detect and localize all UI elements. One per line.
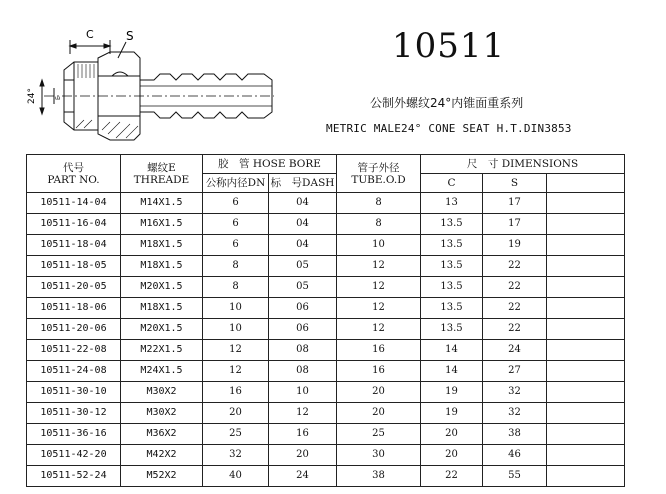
- header-c: C: [421, 174, 483, 193]
- cell-s: 22: [483, 298, 547, 319]
- header-dn: 公称内径DN: [203, 174, 269, 193]
- cell-dash: 16: [269, 424, 337, 445]
- cell-part: 10511-18-05: [27, 256, 121, 277]
- cell-blank: [547, 319, 625, 340]
- cell-c: 20: [421, 445, 483, 466]
- cell-thread: M30X2: [121, 403, 203, 424]
- cell-s: 55: [483, 466, 547, 487]
- cell-c: 13.5: [421, 235, 483, 256]
- cell-thread: M16X1.5: [121, 214, 203, 235]
- drawing-label-e: E: [55, 96, 62, 100]
- cell-dn: 16: [203, 382, 269, 403]
- cell-part: 10511-18-04: [27, 235, 121, 256]
- drawing-label-angle: 24°: [27, 88, 37, 104]
- cell-part: 10511-42-20: [27, 445, 121, 466]
- cell-c: 13.5: [421, 319, 483, 340]
- cell-s: 27: [483, 361, 547, 382]
- cell-thread: M24X1.5: [121, 361, 203, 382]
- table-row: [27, 319, 625, 340]
- cell-dash: 04: [269, 235, 337, 256]
- table-row: [27, 214, 625, 235]
- cell-blank: [547, 403, 625, 424]
- table-row: [27, 193, 625, 214]
- header-dimensions: 尺 寸 DIMENSIONS: [421, 155, 625, 174]
- cell-blank: [547, 214, 625, 235]
- cell-blank: [547, 256, 625, 277]
- cell-c: 19: [421, 382, 483, 403]
- cell-tube: 20: [337, 382, 421, 403]
- cell-dash: 10: [269, 382, 337, 403]
- cell-part: 10511-52-24: [27, 466, 121, 487]
- cell-s: 24: [483, 340, 547, 361]
- table-body: [27, 193, 625, 487]
- cell-dn: 40: [203, 466, 269, 487]
- cell-dash: 12: [269, 403, 337, 424]
- cell-dash: 08: [269, 340, 337, 361]
- cell-blank: [547, 466, 625, 487]
- cell-part: 10511-16-04: [27, 214, 121, 235]
- table-row: [27, 403, 625, 424]
- header-blank: [547, 174, 625, 193]
- cell-dash: 04: [269, 214, 337, 235]
- cell-dash: 04: [269, 193, 337, 214]
- fitting-technical-drawing: [14, 18, 284, 148]
- table-row: [27, 298, 625, 319]
- cell-s: 22: [483, 277, 547, 298]
- cell-tube: 12: [337, 298, 421, 319]
- cell-thread: M18X1.5: [121, 256, 203, 277]
- cell-thread: M36X2: [121, 424, 203, 445]
- cell-blank: [547, 361, 625, 382]
- cell-part: 10511-30-10: [27, 382, 121, 403]
- table-row: [27, 466, 625, 487]
- cell-s: 46: [483, 445, 547, 466]
- cell-thread: M30X2: [121, 382, 203, 403]
- cell-dash: 05: [269, 256, 337, 277]
- cell-part: 10511-22-08: [27, 340, 121, 361]
- cell-thread: M18X1.5: [121, 298, 203, 319]
- subtitle-english: METRIC MALE24° CONE SEAT H.T.DIN3853: [326, 122, 572, 135]
- cell-c: 19: [421, 403, 483, 424]
- cell-blank: [547, 298, 625, 319]
- table-row: [27, 235, 625, 256]
- cell-tube: 25: [337, 424, 421, 445]
- cell-s: 22: [483, 319, 547, 340]
- cell-blank: [547, 277, 625, 298]
- cell-tube: 12: [337, 277, 421, 298]
- cell-dn: 12: [203, 340, 269, 361]
- cell-dn: 8: [203, 277, 269, 298]
- cell-dash: 24: [269, 466, 337, 487]
- cell-tube: 8: [337, 214, 421, 235]
- cell-thread: M14X1.5: [121, 193, 203, 214]
- cell-s: 17: [483, 214, 547, 235]
- cell-tube: 12: [337, 319, 421, 340]
- cell-part: 10511-14-04: [27, 193, 121, 214]
- cell-thread: M20X1.5: [121, 319, 203, 340]
- cell-c: 13.5: [421, 256, 483, 277]
- cell-blank: [547, 340, 625, 361]
- cell-part: 10511-20-06: [27, 319, 121, 340]
- cell-part: 10511-36-16: [27, 424, 121, 445]
- dimensions-table: [26, 154, 625, 487]
- cell-part: 10511-20-05: [27, 277, 121, 298]
- cell-dash: 08: [269, 361, 337, 382]
- header-part-no: 代号 PART NO.: [27, 155, 121, 193]
- cell-tube: 10: [337, 235, 421, 256]
- cell-c: 13.5: [421, 298, 483, 319]
- cell-tube: 38: [337, 466, 421, 487]
- cell-blank: [547, 445, 625, 466]
- table-row: [27, 382, 625, 403]
- cell-dash: 20: [269, 445, 337, 466]
- table-row: [27, 277, 625, 298]
- cell-dn: 32: [203, 445, 269, 466]
- cell-dash: 05: [269, 277, 337, 298]
- header-hose-bore: 胶 管 HOSE BORE: [203, 155, 337, 174]
- header-tube-od: 管子外径 TUBE.O.D: [337, 155, 421, 193]
- cell-part: 10511-30-12: [27, 403, 121, 424]
- header-thread: 螺纹E THREADE: [121, 155, 203, 193]
- cell-c: 20: [421, 424, 483, 445]
- subtitle-chinese: 公制外螺纹24°内锥面重系列: [370, 96, 524, 110]
- cell-thread: M22X1.5: [121, 340, 203, 361]
- cell-tube: 20: [337, 403, 421, 424]
- cell-s: 19: [483, 235, 547, 256]
- cell-dn: 8: [203, 256, 269, 277]
- table-row: [27, 361, 625, 382]
- cell-tube: 8: [337, 193, 421, 214]
- cell-dn: 6: [203, 214, 269, 235]
- cell-dn: 10: [203, 319, 269, 340]
- table-row: [27, 340, 625, 361]
- cell-tube: 16: [337, 340, 421, 361]
- cell-tube: 16: [337, 361, 421, 382]
- cell-s: 32: [483, 382, 547, 403]
- cell-dash: 06: [269, 298, 337, 319]
- cell-thread: M52X2: [121, 466, 203, 487]
- cell-blank: [547, 193, 625, 214]
- cell-s: 38: [483, 424, 547, 445]
- cell-c: 13.5: [421, 214, 483, 235]
- cell-c: 14: [421, 361, 483, 382]
- header-dash: 标 号DASH: [269, 174, 337, 193]
- cell-thread: M18X1.5: [121, 235, 203, 256]
- cell-dn: 25: [203, 424, 269, 445]
- drawing-label-s: S: [126, 29, 134, 43]
- cell-c: 22: [421, 466, 483, 487]
- cell-tube: 12: [337, 256, 421, 277]
- cell-blank: [547, 382, 625, 403]
- cell-dn: 12: [203, 361, 269, 382]
- cell-dn: 10: [203, 298, 269, 319]
- cell-c: 13: [421, 193, 483, 214]
- cell-c: 13.5: [421, 277, 483, 298]
- cell-s: 22: [483, 256, 547, 277]
- cell-blank: [547, 235, 625, 256]
- model-number: 10511: [392, 26, 506, 66]
- header-s: S: [483, 174, 547, 193]
- table-row: [27, 424, 625, 445]
- cell-dn: 6: [203, 235, 269, 256]
- cell-part: 10511-24-08: [27, 361, 121, 382]
- cell-dn: 20: [203, 403, 269, 424]
- cell-dash: 06: [269, 319, 337, 340]
- table-row: [27, 445, 625, 466]
- table-row: [27, 256, 625, 277]
- cell-dn: 6: [203, 193, 269, 214]
- cell-thread: M42X2: [121, 445, 203, 466]
- cell-s: 32: [483, 403, 547, 424]
- cell-thread: M20X1.5: [121, 277, 203, 298]
- cell-blank: [547, 424, 625, 445]
- cell-part: 10511-18-06: [27, 298, 121, 319]
- cell-s: 17: [483, 193, 547, 214]
- cell-tube: 30: [337, 445, 421, 466]
- drawing-label-c: C: [86, 28, 94, 41]
- cell-c: 14: [421, 340, 483, 361]
